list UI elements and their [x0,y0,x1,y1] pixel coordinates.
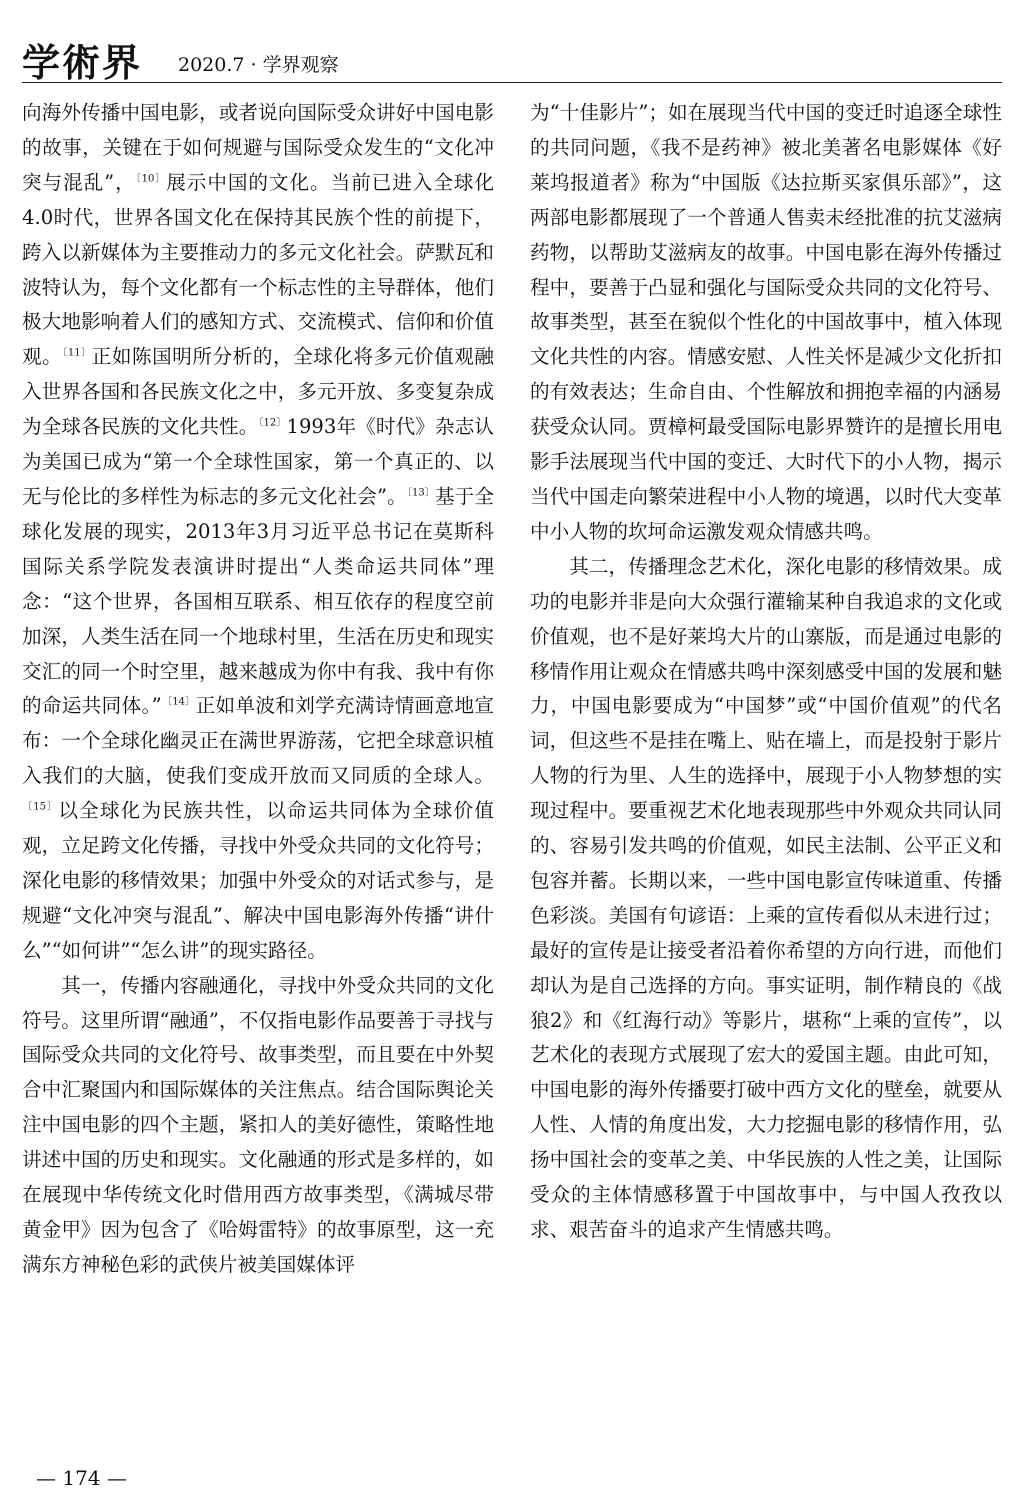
right-column [530,96,1002,1248]
citation-13: 〔13〕 [406,487,435,499]
citation-12: 〔12〕 [258,417,287,429]
issue-info: 2020.7 · 学界观察 [178,54,339,76]
right-paragraph-1: 为“十佳影片”；如在展现当代中国的变迁时追逐全球性的共同问题，《我不是药神》被北美著名电影媒体《好莱坞报道者》称为“中国版《达拉斯买家俱乐部》”，这两部电影都展现了一个普通人售卖未经批准的抗艾滋病药物，以帮助艾滋病友的故事。中国电影在海外传播过程中，要善于凸显和强化与国际受众共同的文化符号、故事类型，甚至在貌似个性化的中国故事中，植入体现文化共性的内容。情感安慰、人性关怀是减少文化折扣的有效表达；生命自由、个性解放和拥抱幸福的内涵易获受众认同。贾樟柯最受国际电影界赞许的是擅长用电影手法展现当代中国的变迁、大时代下的小人物，揭示当代中国走向繁荣进程中小人物的境遇，以时代大变革中小人物的坎坷命运激发观众情感共鸣。 [530,101,1002,543]
page-header [22,36,1002,83]
page-number: — 174 — [36,1466,127,1490]
citation-10: 〔10〕 [135,173,167,185]
text-run: 以全球化为民族共性，以命运共同体为全球价值观，立足跨文化传播，寻找中外受众共同的文化符号；深化电影的移情效果；加强中外受众的对话式参与，是规避“文化冲突与混乱”、解决中国电影海外传播“讲什么”“如何讲”“怎么讲”的现实路径。 [22,799,494,962]
right-paragraph-2: 其二，传播理念艺术化，深化电影的移情效果。成功的电影并非是向大众强行灌输某种自我追求的文化或价值观，也不是好莱坞大片的山寨版，而是通过电影的移情作用让观众在情感共鸣中深刻感受中国的发展和魅力，中国电影要成为“中国梦”或“中国价值观”的代名词，但这些不是挂在嘴上、贴在墙上，而是投射于影片人物的行为里、人生的选择中，展现于小人物梦想的实现过程中。要重视艺术化地表现那些中外观众共同认同的、容易引发共鸣的价值观，如民主法制、公平正义和包容并蓄。长期以来，一些中国电影宣传味道重、传播色彩淡。美国有句谚语：上乘的宣传看似从未进行过；最好的宣传是让接受者沿着你希望的方向行进，而他们却认为是自己选择的方向。事实证明，制作精良的《战狼2》和《红海行动》等影片，堪称“上乘的宣传”，以艺术化的表现方式展现了宏大的爱国主题。由此可知，中国电影的海外传播要打破中西方文化的壁垒，就要从人性、人情的角度出发，大力挖掘电影的移情作用，弘扬中国社会的变革之美、中华民族的人性之美，让国际受众的主体情感移置于中国故事中，与中国人孜孜以求、艰苦奋斗的追求产生情感共鸣。 [530,554,1002,1241]
text-run: 展示中国的文化。当前已进入全球化4.0时代，世界各国文化在保持其民族个性的前提下，跨入以新媒体为主要推动力的多元文化社会。萨默瓦和波特认为，每个文化都有一个标志性的主导群体，他们极大地影响着人们的感知方式、交流模式、信仰和价值观。 [22,170,494,369]
left-paragraph-1 [22,96,494,969]
citation-14: 〔14〕 [161,696,196,708]
citation-11: 〔11〕 [62,347,92,359]
left-paragraph-2: 其一，传播内容融通化，寻找中外受众共同的文化符号。这里所谓“融通”，不仅指电影作品要善于寻找与国际受众共同的文化符号、故事类型，而且要在中外契合中汇聚国内和国际媒体的关注焦点。结合国际舆论关注中国电影的四个主题，紧扣人的美好德性，策略性地讲述中国的历史和现实。文化融通的形式是多样的，如在展现中华传统文化时借用西方故事类型，《满城尽带黄金甲》因为包含了《哈姆雷特》的故事原型，这一充满东方神秘色彩的武侠片被美国媒体评 [22,973,494,1276]
left-column [22,96,494,1283]
text-run: 正如陈国明所分析的，全球化将多元价值观融入世界各国和各民族文化之中，多元开放、多变复杂成为全球各民族的文化共性。 [22,345,494,439]
text-run: 基于全球化发展的现实，2013年3月习近平总书记在莫斯科国际关系学院发表演讲时提出“人类命运共同体”理念：“这个世界，各国相互联系、相互依存的程度空前加深，人类生活在同一个地球村里，生活在历史和现实交汇的同一个时空里，越来越成为你中有我、我中有你的命运共同体。” [22,484,494,718]
text-run: 1993年《时代》杂志认为美国已成为“第一个全球性国家，第一个真正的、以无与伦比的多样性为标志的多元文化社会”。 [22,415,494,508]
text-run: 正如单波和刘学充满诗情画意地宣布：一个全球化幽灵正在满世界游荡，它把全球意识植入我们的大脑，使我们变成开放而又同质的全球人。 [22,694,495,788]
journal-logo: 学術界 [22,40,143,85]
text-run: 向海外传播中国电影，或者说向国际受众讲好中国电影的故事，关键在于如何规避与国际受众发生的“文化冲突与混乱”， [22,101,494,194]
citation-15: 〔15〕 [22,801,59,813]
